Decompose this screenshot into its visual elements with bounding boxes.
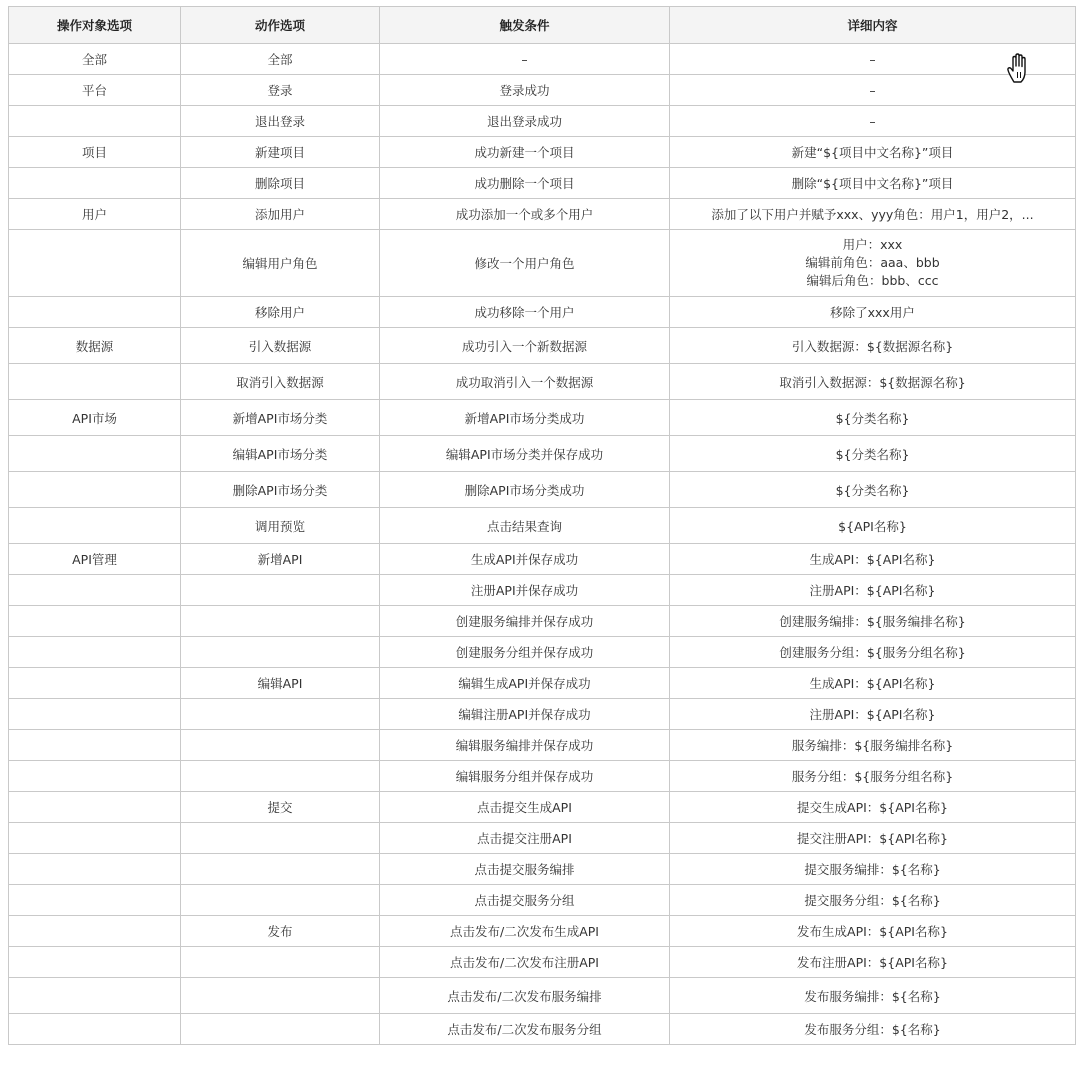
table-row xyxy=(9,699,1076,730)
table-row xyxy=(9,1014,1076,1045)
cell-object xyxy=(9,885,181,916)
table-row xyxy=(9,575,1076,606)
cell-detail: 生成API：${API名称} xyxy=(670,544,1076,575)
cell-action: 编辑API xyxy=(181,668,380,699)
cell-action: 发布 xyxy=(181,916,380,947)
table-row xyxy=(9,199,1076,230)
header-detail-content: 详细内容 xyxy=(670,7,1076,44)
header-object-option: 操作对象选项 xyxy=(9,7,181,44)
cell-trigger: 成功新建一个项目 xyxy=(380,137,670,168)
cell-detail: 提交生成API：${API名称} xyxy=(670,792,1076,823)
cell-detail: – xyxy=(670,75,1076,106)
cell-detail: ${分类名称} xyxy=(670,400,1076,436)
cell-detail: 注册API：${API名称} xyxy=(670,699,1076,730)
cell-detail: 服务编排：${服务编排名称} xyxy=(670,730,1076,761)
cell-detail: 新建“${项目中文名称}”项目 xyxy=(670,137,1076,168)
cell-detail: 服务分组：${服务分组名称} xyxy=(670,761,1076,792)
header-action-option: 动作选项 xyxy=(181,7,380,44)
audit-log-table xyxy=(8,6,1076,1045)
cell-object xyxy=(9,436,181,472)
detail-line: 用户：xxx xyxy=(842,237,903,252)
cell-detail: 发布服务编排：${名称} xyxy=(670,978,1076,1014)
table-body xyxy=(9,44,1076,1045)
cell-trigger: 编辑注册API并保存成功 xyxy=(380,699,670,730)
cell-object xyxy=(9,606,181,637)
cell-action: 全部 xyxy=(181,44,380,75)
cell-action: 添加用户 xyxy=(181,199,380,230)
cell-action: 编辑API市场分类 xyxy=(181,436,380,472)
cell-detail: 引入数据源：${数据源名称} xyxy=(670,328,1076,364)
detail-line: 编辑后角色：bbb、ccc xyxy=(806,273,939,288)
cell-detail: 添加了以下用户并赋予xxx、yyy角色：用户1，用户2，... xyxy=(670,199,1076,230)
cell-object xyxy=(9,297,181,328)
cell-trigger: 成功删除一个项目 xyxy=(380,168,670,199)
table-row xyxy=(9,606,1076,637)
cell-object: 项目 xyxy=(9,137,181,168)
cell-object xyxy=(9,761,181,792)
cell-action: 退出登录 xyxy=(181,106,380,137)
cell-object xyxy=(9,916,181,947)
table-row xyxy=(9,823,1076,854)
cell-action: 登录 xyxy=(181,75,380,106)
cell-object xyxy=(9,947,181,978)
cell-detail: 提交注册API：${API名称} xyxy=(670,823,1076,854)
cell-trigger: 新增API市场分类成功 xyxy=(380,400,670,436)
cell-detail: 提交服务分组：${名称} xyxy=(670,885,1076,916)
cell-action: 新增API xyxy=(181,544,380,575)
cell-object xyxy=(9,106,181,137)
cell-detail: 删除“${项目中文名称}”项目 xyxy=(670,168,1076,199)
cell-action: 删除API市场分类 xyxy=(181,472,380,508)
cell-action: 调用预览 xyxy=(181,508,380,544)
cell-detail xyxy=(670,230,1076,297)
cell-trigger: 创建服务编排并保存成功 xyxy=(380,606,670,637)
table-row xyxy=(9,508,1076,544)
cell-trigger: 点击提交生成API xyxy=(380,792,670,823)
cell-trigger: 编辑服务编排并保存成功 xyxy=(380,730,670,761)
table-row xyxy=(9,668,1076,699)
table-row xyxy=(9,75,1076,106)
table-row xyxy=(9,854,1076,885)
table-row xyxy=(9,230,1076,297)
cell-action xyxy=(181,761,380,792)
cell-action xyxy=(181,947,380,978)
table-row xyxy=(9,947,1076,978)
cell-trigger: 点击结果查询 xyxy=(380,508,670,544)
cell-detail: 创建服务分组：${服务分组名称} xyxy=(670,637,1076,668)
cell-trigger: 生成API并保存成功 xyxy=(380,544,670,575)
cell-detail: 发布注册API：${API名称} xyxy=(670,947,1076,978)
cell-trigger: 点击发布/二次发布服务编排 xyxy=(380,978,670,1014)
cell-trigger: 登录成功 xyxy=(380,75,670,106)
table-row xyxy=(9,297,1076,328)
cell-action xyxy=(181,823,380,854)
cell-object xyxy=(9,1014,181,1045)
cell-action xyxy=(181,1014,380,1045)
cell-action: 提交 xyxy=(181,792,380,823)
cell-action xyxy=(181,854,380,885)
cell-object: API管理 xyxy=(9,544,181,575)
cell-trigger: 成功添加一个或多个用户 xyxy=(380,199,670,230)
cell-trigger: 编辑服务分组并保存成功 xyxy=(380,761,670,792)
cell-action xyxy=(181,730,380,761)
cell-trigger: 编辑API市场分类并保存成功 xyxy=(380,436,670,472)
table-row xyxy=(9,544,1076,575)
cell-trigger: 成功取消引入一个数据源 xyxy=(380,364,670,400)
cell-trigger: 成功移除一个用户 xyxy=(380,297,670,328)
cell-trigger: 删除API市场分类成功 xyxy=(380,472,670,508)
cell-trigger: 点击发布/二次发布服务分组 xyxy=(380,1014,670,1045)
table-row xyxy=(9,328,1076,364)
cell-detail: 创建服务编排：${服务编排名称} xyxy=(670,606,1076,637)
cell-detail: – xyxy=(670,44,1076,75)
cell-object xyxy=(9,730,181,761)
cell-action: 新增API市场分类 xyxy=(181,400,380,436)
cell-trigger: 点击提交注册API xyxy=(380,823,670,854)
cell-detail: ${分类名称} xyxy=(670,436,1076,472)
table-row xyxy=(9,44,1076,75)
cell-detail: 提交服务编排：${名称} xyxy=(670,854,1076,885)
cell-detail: 取消引入数据源：${数据源名称} xyxy=(670,364,1076,400)
cell-action: 删除项目 xyxy=(181,168,380,199)
cell-action: 移除用户 xyxy=(181,297,380,328)
table-row xyxy=(9,792,1076,823)
cell-action xyxy=(181,575,380,606)
cell-trigger: 修改一个用户角色 xyxy=(380,230,670,297)
cell-object xyxy=(9,168,181,199)
cell-trigger: 成功引入一个新数据源 xyxy=(380,328,670,364)
cell-trigger: 点击提交服务编排 xyxy=(380,854,670,885)
cell-object xyxy=(9,637,181,668)
cell-detail: 发布生成API：${API名称} xyxy=(670,916,1076,947)
cell-trigger: 点击发布/二次发布生成API xyxy=(380,916,670,947)
cell-action xyxy=(181,978,380,1014)
table-row xyxy=(9,168,1076,199)
cell-object: API市场 xyxy=(9,400,181,436)
cell-detail: 生成API：${API名称} xyxy=(670,668,1076,699)
cell-object xyxy=(9,854,181,885)
cell-object xyxy=(9,508,181,544)
cell-trigger: 退出登录成功 xyxy=(380,106,670,137)
cell-action: 编辑用户角色 xyxy=(181,230,380,297)
table-row xyxy=(9,364,1076,400)
table-row xyxy=(9,885,1076,916)
cell-action xyxy=(181,606,380,637)
cell-object xyxy=(9,575,181,606)
table-row xyxy=(9,916,1076,947)
cell-detail: – xyxy=(670,106,1076,137)
cell-action xyxy=(181,637,380,668)
cell-action: 引入数据源 xyxy=(181,328,380,364)
table-header-row xyxy=(9,7,1076,44)
cell-object: 全部 xyxy=(9,44,181,75)
cell-action xyxy=(181,699,380,730)
cell-trigger: 创建服务分组并保存成功 xyxy=(380,637,670,668)
table-row xyxy=(9,137,1076,168)
cell-trigger: 注册API并保存成功 xyxy=(380,575,670,606)
cell-object xyxy=(9,823,181,854)
cell-detail: ${API名称} xyxy=(670,508,1076,544)
cell-object: 平台 xyxy=(9,75,181,106)
cell-action: 新建项目 xyxy=(181,137,380,168)
cell-detail: 发布服务分组：${名称} xyxy=(670,1014,1076,1045)
table-row xyxy=(9,106,1076,137)
audit-table-container xyxy=(8,6,1075,1045)
table-row xyxy=(9,436,1076,472)
table-row xyxy=(9,978,1076,1014)
header-trigger-condition: 触发条件 xyxy=(380,7,670,44)
table-row xyxy=(9,472,1076,508)
cell-object: 数据源 xyxy=(9,328,181,364)
cell-detail: 注册API：${API名称} xyxy=(670,575,1076,606)
cell-object xyxy=(9,472,181,508)
cell-object xyxy=(9,668,181,699)
cell-object xyxy=(9,230,181,297)
table-row xyxy=(9,730,1076,761)
cell-object xyxy=(9,699,181,730)
table-row xyxy=(9,400,1076,436)
cell-object xyxy=(9,792,181,823)
cell-trigger: – xyxy=(380,44,670,75)
cell-object xyxy=(9,364,181,400)
hand-pointer-icon xyxy=(1005,52,1035,84)
cell-action xyxy=(181,885,380,916)
table-row xyxy=(9,761,1076,792)
cell-object xyxy=(9,978,181,1014)
cell-action: 取消引入数据源 xyxy=(181,364,380,400)
table-row xyxy=(9,637,1076,668)
cell-trigger: 编辑生成API并保存成功 xyxy=(380,668,670,699)
cell-detail: 移除了xxx用户 xyxy=(670,297,1076,328)
detail-line: 编辑前角色：aaa、bbb xyxy=(805,255,940,270)
cell-trigger: 点击提交服务分组 xyxy=(380,885,670,916)
cell-detail: ${分类名称} xyxy=(670,472,1076,508)
cell-trigger: 点击发布/二次发布注册API xyxy=(380,947,670,978)
cell-object: 用户 xyxy=(9,199,181,230)
